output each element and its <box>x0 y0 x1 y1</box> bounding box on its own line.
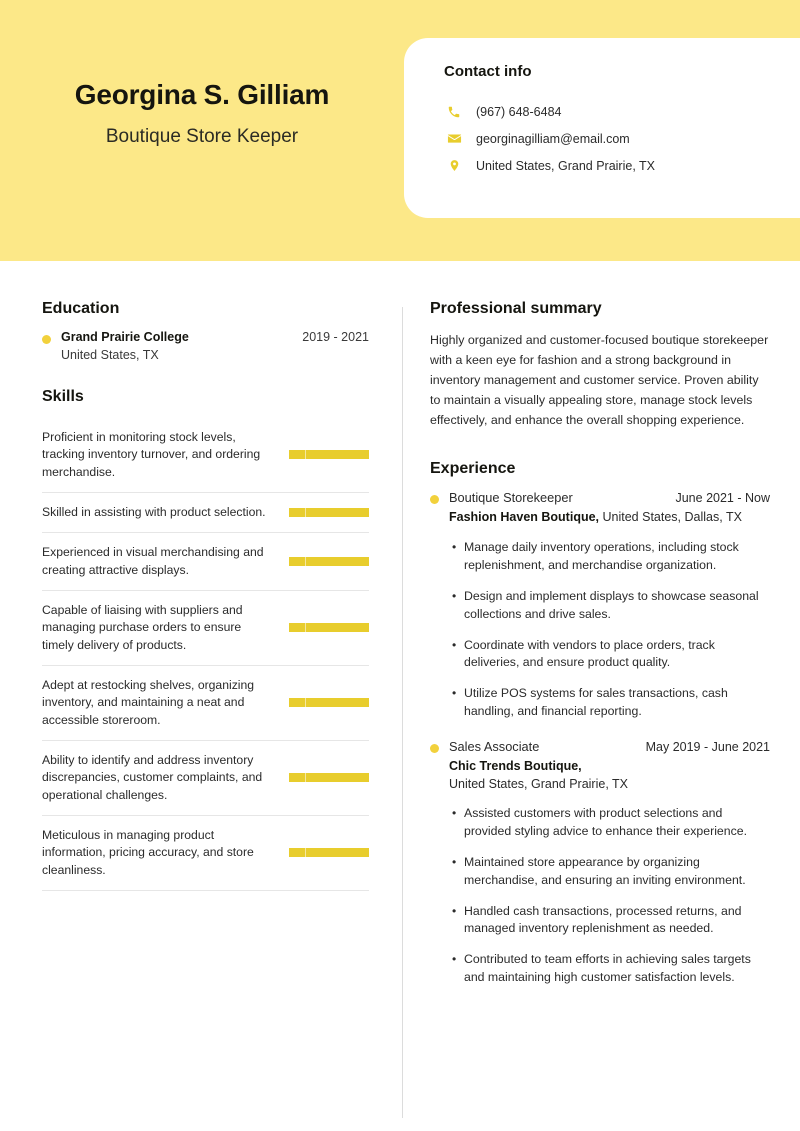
experience-section <box>430 460 770 987</box>
envelope-icon <box>444 130 464 148</box>
bullet-dot-icon <box>430 744 439 753</box>
experience-bullet-text: Handled cash transactions, processed returns, and managed inventory replenishment as needed. <box>464 903 742 936</box>
bullet-point-icon: • <box>452 686 457 701</box>
experience-role: Sales Associate <box>449 738 540 754</box>
skill-level-bar <box>289 557 369 566</box>
skill-label: Experienced in visual merchandising and creating attractive displays. <box>42 545 264 577</box>
education-location: United States, TX <box>61 348 159 362</box>
skill-level-bar <box>289 450 369 459</box>
experience-company-line <box>449 509 770 527</box>
skill-level-fill <box>289 773 369 782</box>
skill-row <box>42 418 369 493</box>
skill-level-fill <box>289 848 369 857</box>
experience-bullet-text: Manage daily inventory operations, including stock replenishment, and merchandise organization. <box>464 540 739 573</box>
skill-row <box>42 493 369 533</box>
skill-row <box>42 533 369 591</box>
contact-info-list <box>444 98 655 179</box>
bullet-point-icon: • <box>452 855 457 869</box>
skill-row <box>42 816 369 891</box>
experience-bullet <box>452 685 770 721</box>
left-column <box>42 300 369 891</box>
candidate-job-title: Boutique Store Keeper <box>105 125 299 147</box>
skills-section-title: Skills <box>42 388 84 405</box>
experience-item <box>430 490 770 720</box>
experience-role: Boutique Storekeeper <box>449 490 573 506</box>
experience-bullet-text: Contributed to team efforts in achieving sales targets and maintaining high customer satisfaction levels. <box>464 952 751 985</box>
experience-bullet <box>452 637 770 673</box>
skill-row <box>42 741 369 816</box>
skill-level-fill <box>289 508 369 517</box>
bullet-point-icon: • <box>452 806 457 821</box>
experience-item <box>430 739 770 987</box>
skill-level-bar <box>289 848 369 857</box>
skill-label: Adept at restocking shelves, organizing inventory, and maintaining a neat and accessible storeroom. <box>42 677 255 727</box>
column-divider <box>402 307 403 1118</box>
experience-section-title: Experience <box>430 460 516 478</box>
experience-company-location: United States, Dallas, TX <box>602 510 742 525</box>
header-identity <box>0 78 404 148</box>
summary-section-title: Professional summary <box>430 300 602 317</box>
skill-level-fill <box>289 698 369 707</box>
skill-level-bar <box>289 773 369 782</box>
phone-icon <box>444 103 464 121</box>
education-section-title: Education <box>42 300 120 317</box>
experience-bullet <box>452 805 770 841</box>
skill-level-bar <box>289 698 369 707</box>
skill-label: Skilled in assisting with product selection. <box>42 504 266 519</box>
contact-info-title: Contact info <box>444 63 532 80</box>
experience-bullet-text: Design and implement displays to showcase seasonal collections and drive sales. <box>464 588 759 621</box>
experience-bullet <box>452 951 770 987</box>
experience-bullet <box>452 588 770 624</box>
education-date: 2019 - 2021 <box>302 330 369 344</box>
skill-level-bar <box>289 623 369 632</box>
contact-location-value: United States, Grand Prairie, TX <box>476 158 656 173</box>
skills-list <box>42 418 369 891</box>
experience-company-line <box>449 758 770 794</box>
skill-level-fill <box>289 450 369 459</box>
resume-header-band <box>0 0 800 261</box>
contact-phone-value: (967) 648-6484 <box>476 104 562 119</box>
bullet-point-icon: • <box>452 540 457 555</box>
experience-company: Chic Trends Boutique, <box>449 758 582 773</box>
bullet-point-icon: • <box>452 903 457 918</box>
contact-row-email[interactable] <box>444 125 655 152</box>
experience-bullet <box>452 903 770 939</box>
contact-row-location[interactable] <box>444 152 655 179</box>
experience-bullet-list <box>430 805 770 987</box>
skill-label: Proficient in monitoring stock levels, tracking inventory turnover, and ordering merchandise. <box>42 430 261 479</box>
experience-company-location: United States, Grand Prairie, TX <box>449 776 629 791</box>
skill-label: Meticulous in managing product information, pricing accuracy, and store cleanliness. <box>42 827 254 877</box>
education-item <box>42 330 369 362</box>
experience-list <box>430 490 770 987</box>
experience-bullet-text: Coordinate with vendors to place orders, track deliveries, and ensure product quality. <box>464 637 715 670</box>
skill-label: Ability to identify and address inventory discrepancies, customer complaints, and operational challenges. <box>42 752 263 802</box>
experience-bullet-text: Maintained store appearance by organizing merchandise, and ensuring an inviting environment. <box>464 855 746 887</box>
education-school: Grand Prairie College <box>61 330 189 344</box>
experience-bullet-text: Assisted customers with product selections and provided styling advice to enhance their experience. <box>464 806 748 839</box>
right-column <box>430 300 770 1005</box>
skill-level-bar <box>289 508 369 517</box>
candidate-name: Georgina S. Gilliam <box>74 79 330 110</box>
contact-email-value: georginagilliam@email.com <box>476 131 630 146</box>
skill-level-fill <box>289 557 369 566</box>
professional-summary-section <box>430 300 770 430</box>
skill-row <box>42 666 369 741</box>
experience-date: June 2021 - Now <box>675 491 770 506</box>
bullet-point-icon: • <box>452 637 457 652</box>
contact-info-card <box>404 38 800 218</box>
location-pin-icon <box>444 157 464 175</box>
skill-label: Capable of liaising with suppliers and managing purchase orders to ensure timely delivery of products. <box>42 602 243 652</box>
summary-text: Highly organized and customer-focused boutique storekeeper with a keen eye for fashion and a strong background in inventory management and customer service. Proven ability to maintain a visually appealing store, manage stock levels effectively, and enhance the overall shopping experience. <box>430 333 769 428</box>
bullet-dot-icon <box>42 335 51 344</box>
bullet-dot-icon <box>430 495 439 504</box>
contact-row-phone[interactable] <box>444 98 655 125</box>
experience-bullet <box>452 539 770 575</box>
experience-date: May 2019 - June 2021 <box>645 739 770 754</box>
skill-level-fill <box>289 623 369 632</box>
bullet-point-icon: • <box>452 588 457 603</box>
experience-bullet <box>452 854 770 890</box>
skills-section <box>42 388 369 891</box>
experience-bullet-list <box>430 539 770 721</box>
bullet-point-icon: • <box>452 952 457 967</box>
skill-row <box>42 591 369 666</box>
education-section <box>42 300 369 362</box>
experience-company: Fashion Haven Boutique, <box>449 510 600 525</box>
education-list <box>42 330 369 362</box>
experience-bullet-text: Utilize POS systems for sales transactions, cash handling, and financial reporting. <box>464 686 728 719</box>
